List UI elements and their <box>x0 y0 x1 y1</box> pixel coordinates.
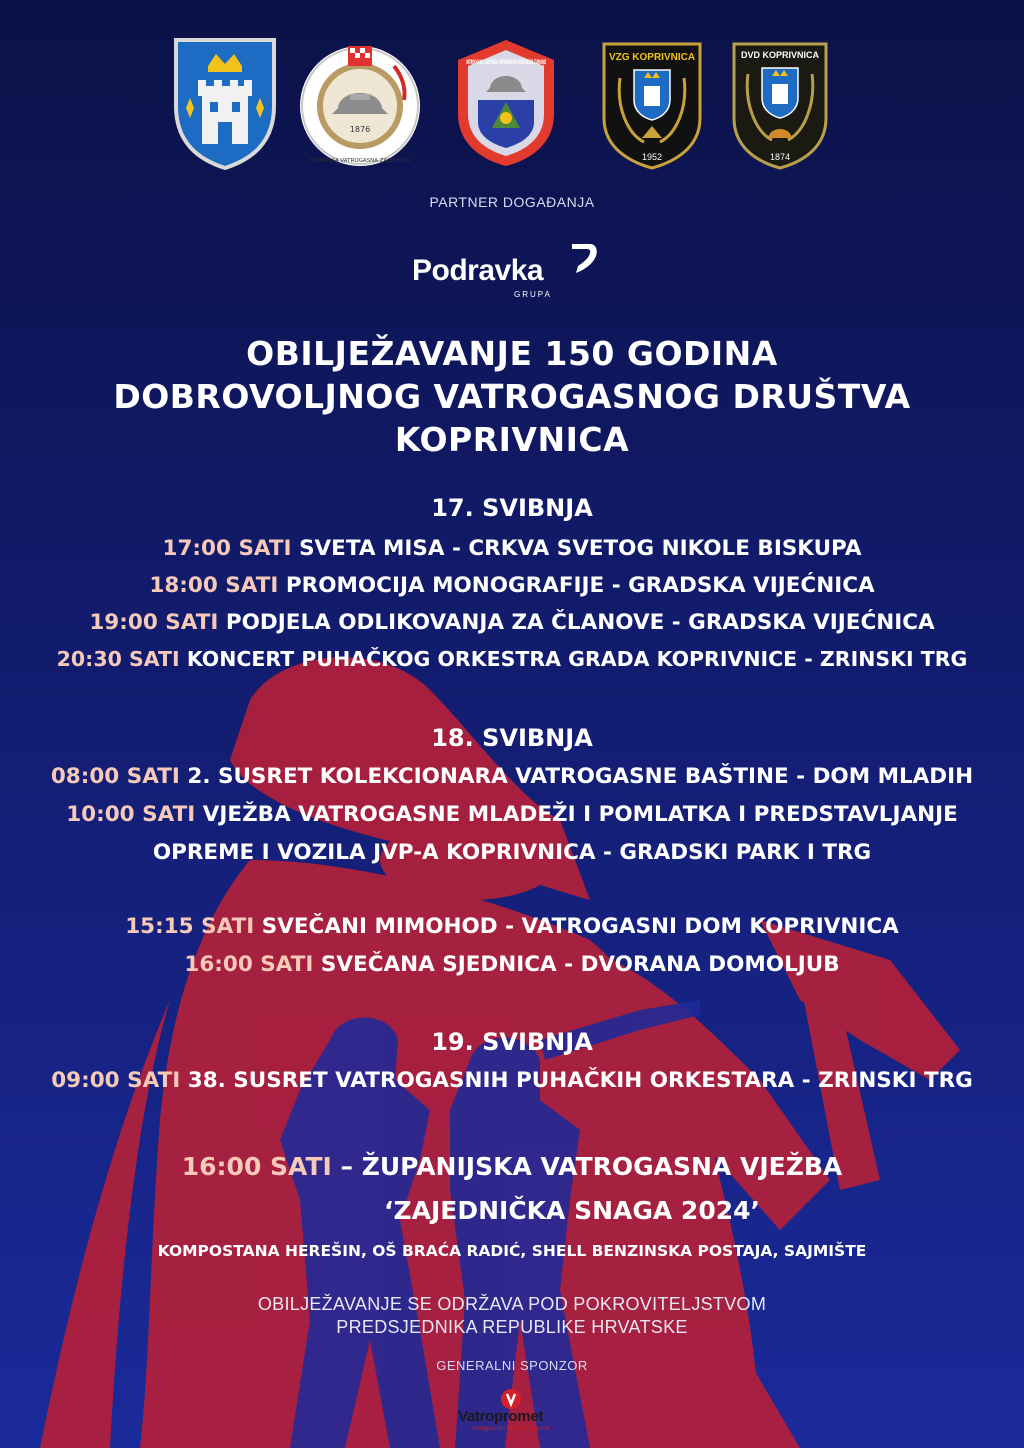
dvd-title: DVD KOPRIVNICA <box>740 50 820 60</box>
highlight-exercise-name: ‘ZAJEDNIČKA SNAGA 2024’ <box>383 1196 761 1225</box>
event-text: 2. SUSRET KOLEKCIONARA VATROGASNE BAŠTINE - DOM MLADIH <box>187 764 974 789</box>
day-heading: 18. SVIBNJA <box>431 724 593 752</box>
event-line <box>0 573 1024 598</box>
podravka-grupa-text: GRUPA <box>514 290 552 299</box>
title-line-1: OBILJEŽAVANJE 150 GODINA <box>246 334 778 373</box>
vatropromet-tagline: vatrogasna i zaštitna oprema <box>472 1426 550 1432</box>
hvz-ring-text: HRVATSKA VATROGASNA ZAJEDNICA <box>310 158 410 164</box>
event-line <box>0 610 1024 635</box>
event-time: 17:00 SATI <box>162 536 292 561</box>
patronage-line-2: PREDSJEDNIKA REPUBLIKE HRVATSKE <box>336 1317 688 1337</box>
event-time: 16:00 SATI <box>184 952 314 977</box>
vzg-year: 1952 <box>641 152 663 162</box>
dvd-year: 1874 <box>769 152 791 162</box>
event-time: 15:15 SATI <box>125 914 255 939</box>
event-text: SVEČANA SJEDNICA - DVORANA DOMOLJUB <box>320 952 840 977</box>
day-heading: 17. SVIBNJA <box>431 494 593 522</box>
event-time: 20:30 SATI <box>56 647 180 671</box>
event-line <box>0 802 1024 827</box>
flame-icon <box>500 1386 522 1410</box>
vzg-koprivnica-logo <box>600 38 704 170</box>
event-time: 08:00 SATI <box>50 764 180 789</box>
title-line-2: DOBROVOLJNOG VATROGASNOG DRUŠTVA <box>113 377 911 416</box>
podravka-heart-icon <box>566 240 600 276</box>
event-time: 09:00 SATI <box>51 1068 181 1093</box>
event-time: 10:00 SATI <box>66 802 196 827</box>
event-line-continued: OPREME I VOZILA JVP-A KOPRIVNICA - GRADSKI PARK I TRG <box>152 840 872 865</box>
vzg-title: VZG KOPRIVNICA <box>608 52 696 63</box>
event-text: PROMOCIJA MONOGRAFIJE - GRADSKA VIJEĆNICA <box>285 573 875 598</box>
highlight-text: – ŽUPANIJSKA VATROGASNA VJEŽBA <box>340 1152 843 1181</box>
event-line <box>0 764 1024 789</box>
podravka-wordmark: Podravka <box>412 254 544 287</box>
title-line-3: KOPRIVNICA <box>394 420 630 459</box>
vatropromet-logo <box>452 1386 572 1442</box>
hvz-year: 1876 <box>349 125 371 134</box>
event-line <box>0 914 1024 939</box>
event-text: PODJELA ODLIKOVANJA ZA ČLANOVE - GRADSKA VIJEĆNICA <box>225 610 935 635</box>
hrvatska-vatrogasna-zajednica-logo <box>298 36 422 170</box>
event-line <box>0 1068 1024 1093</box>
highlight-time: 16:00 SATI <box>181 1152 332 1181</box>
event-line <box>0 536 1024 561</box>
event-text: 38. SUSRET VATROGASNIH PUHAČKIH ORKESTARA - ZRINSKI TRG <box>187 1068 973 1093</box>
partner-label: PARTNER DOGAĐANJA <box>429 194 595 210</box>
event-time: 19:00 SATI <box>89 610 219 635</box>
event-text: VJEŽBA VATROGASNE MLADEŽI I POMLATKA I PREDSTAVLJANJE <box>202 802 958 827</box>
event-line <box>0 647 1024 671</box>
sponsor-label: GENERALNI SPONZOR <box>436 1358 588 1373</box>
event-text: SVEČANI MIMOHOD - VATROGASNI DOM KOPRIVNICA <box>261 914 899 939</box>
event-time: 18:00 SATI <box>149 573 279 598</box>
highlight-locations: KOMPOSTANA HEREŠIN, OŠ BRAĆA RADIĆ, SHELL BENZINSKA POSTAJA, SAJMIŠTE <box>157 1242 867 1260</box>
event-text: SVETA MISA - CRKVA SVETOG NIKOLE BISKUPA <box>299 536 862 561</box>
vatropromet-wordmark: Vatropromet <box>458 1408 544 1425</box>
highlight-event-line <box>0 1152 1024 1181</box>
dvd-koprivnica-logo <box>730 38 830 170</box>
event-line <box>0 952 1024 977</box>
day-heading: 19. SVIBNJA <box>431 1028 593 1056</box>
vzz-ring-text: VATROGASNA ZAJEDNICA KOPRIVNIČKO-KRIŽEVAČKE ŽUPANIJE <box>466 59 678 66</box>
patronage-line-1: OBILJEŽAVANJE SE ODRŽAVA POD POKROVITELJSTVOM <box>257 1294 767 1314</box>
koprivnica-coat-of-arms-logo <box>172 36 278 170</box>
podravka-logo <box>408 240 608 302</box>
event-text: KONCERT PUHAČKOG ORKESTRA GRADA KOPRIVNICE - ZRINSKI TRG <box>186 647 968 671</box>
